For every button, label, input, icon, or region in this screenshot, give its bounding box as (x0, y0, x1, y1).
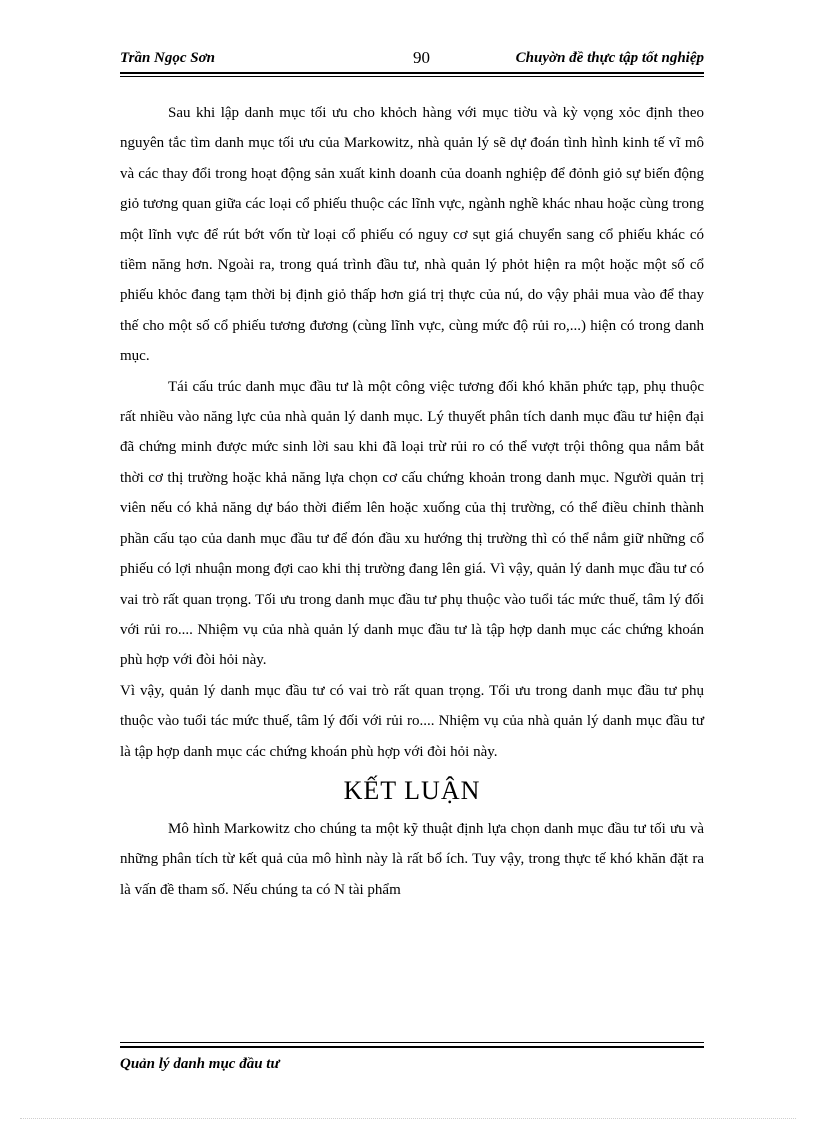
document-body (120, 98, 704, 905)
paragraph: Mô hình Markowitz cho chúng ta một kỹ thuật định lựa chọn danh mục đầu tư tối ưu và những phân tích từ kết quả của mô hình này là rất bổ ích. Tuy vậy, trong thực tế khó khăn đặt ra là vấn đề tham số. Nếu chúng ta có N tài phẩm (120, 820, 704, 898)
footer-rule-thin (120, 1042, 704, 1043)
paragraph: Vì vậy, quản lý danh mục đầu tư có vai trò rất quan trọng. Tối ưu trong danh mục đầu tư phụ thuộc vào tuổi tác mức thuế, tâm lý đối với rủi ro.... Nhiệm vụ của nhà quản lý danh mục đầu tư là tập hợp danh mục các chứng khoán phù hợp với đòi hỏi này. (120, 682, 704, 760)
header-rule-thin (120, 76, 704, 77)
page-number: 90 (413, 48, 430, 67)
page-footer: Quản lý danh mục đầu tư (120, 1056, 280, 1072)
page-edge-divider (20, 1118, 796, 1119)
paragraph: Sau khi lập danh mục tối ưu cho khỏch hàng với mục tiờu và kỳ vọng xỏc định theo nguyên tắc tìm danh mục tối ưu của Markowitz, nhà quản lý sẽ dự đoán tình hình kinh tế vĩ mô và các thay đổi trong hoạt động sản xuất kinh doanh của doanh nghiệp để đỏnh giỏ sự biến động giỏ tương quan giữa các loại cổ phiếu thuộc các lĩnh vực, ngành nghề khác nhau hoặc cùng trong một lĩnh vực để rút bớt vốn từ loại cổ phiếu có nguy cơ sụt giá chuyển sang cổ phiếu khác có tiềm năng hơn. Ngoài ra, trong quá trình đầu tư, nhà quản lý phỏt hiện ra một hoặc một số cổ phiếu khỏc đang tạm thời bị định giỏ thấp hơn giá trị thực của nú, do vậy phải mua vào để thay thế cho một số cổ phiếu tương đương (cùng lĩnh vực, cùng mức độ rủi ro,...) hiện có trong danh mục. (120, 105, 704, 365)
header-title: Chuyờn đề thực tập tốt nghiệp (515, 50, 704, 66)
header-rule-thick (120, 72, 704, 74)
header-author: Trần Ngọc Sơn (120, 50, 216, 66)
paragraph: Tái cấu trúc danh mục đầu tư là một công việc tương đối khó khăn phức tạp, phụ thuộc rất nhiều vào năng lực của nhà quản lý danh mục. Lý thuyết phân tích danh mục đầu tư hiện đại đã chứng minh được mức sinh lời sau khi đã loại trừ rủi ro có thể vượt trội thông qua nắm bắt thời cơ thị trường hoặc khả năng lựa chọn cơ cấu chứng khoản trong danh mục. Người quản trị viên nếu có khả năng dự báo thời điểm lên hoặc xuống của thị trường, có thể điều chỉnh thành phần cấu tạo của danh mục đầu tư để đón đầu xu hướng thị trường thì có thể nắm giữ những cổ phiếu có lợi nhuận mong đợi cao khi thị trường đang lên giá. Vì vậy, quản lý danh mục đầu tư có vai trò rất quan trọng. Tối ưu trong danh mục đầu tư phụ thuộc vào tuổi tác mức thuế, tâm lý đối với rủi ro.... Nhiệm vụ của nhà quản lý danh mục đầu tư là tập hợp danh mục các chứng khoán phù hợp với đòi hỏi này. (120, 378, 704, 669)
footer-rule-thick (120, 1046, 704, 1048)
page-header (120, 46, 704, 72)
section-heading: KẾT LUẬN (343, 775, 481, 805)
